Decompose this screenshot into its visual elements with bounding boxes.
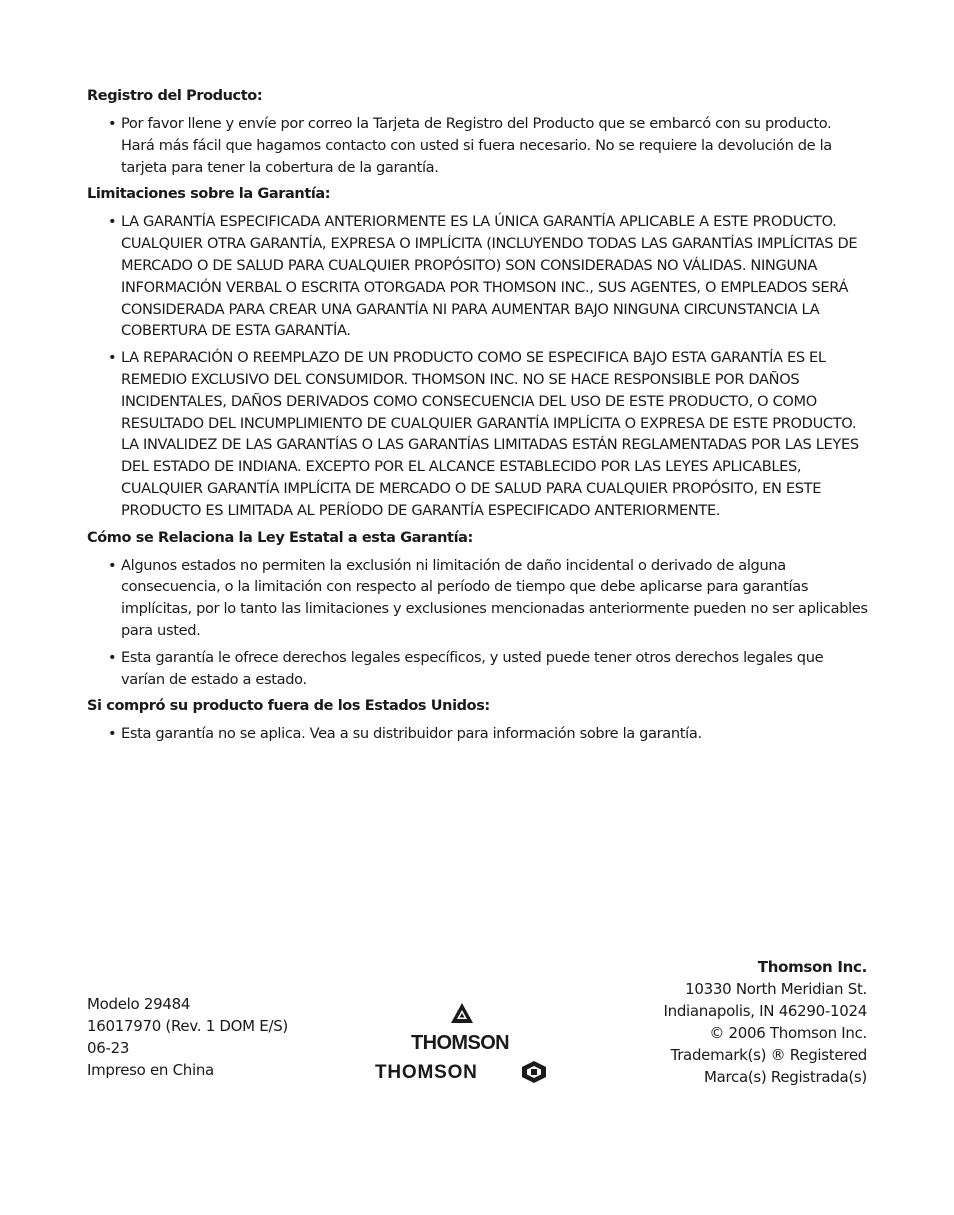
thomson-wordmark: THOMSON <box>410 1032 510 1054</box>
trademark-notice: Trademark(s) ® Registered <box>670 1046 867 1064</box>
bullet-item: • Algunos estados no permiten la exclusión ni limitación de daño incidental o derivado de alguna consecuencia, o la limitación con respecto al período de tiempo que debe aplicarse para garantías implícitas, por lo tanto las limitaciones y exclusiones mencionadas anteriormente pueden no ser aplicables para usted. <box>87 555 869 642</box>
section-heading: Cómo se Relaciona la Ley Estatal a esta Garantía: <box>87 529 473 546</box>
city-address: Indianapolis, IN 46290-1024 <box>663 1002 867 1020</box>
section-warranty-limitations <box>87 184 869 521</box>
thomson-triangle-logo-icon <box>450 1002 474 1026</box>
model-number: Modelo 29484 <box>87 995 191 1013</box>
date-code: 06-23 <box>87 1039 130 1057</box>
company-address <box>663 956 867 1088</box>
thomson-wordmark-2: THOMSON <box>375 1062 478 1083</box>
section-product-registration <box>87 86 869 178</box>
printed-in: Impreso en China <box>87 1061 214 1079</box>
warranty-content <box>87 86 869 751</box>
model-info <box>87 993 288 1081</box>
section-outside-us <box>87 696 869 745</box>
company-name: Thomson Inc. <box>757 958 867 976</box>
marca-notice: Marca(s) Registrada(s) <box>703 1068 867 1086</box>
bullet-list <box>87 211 869 521</box>
bullet-item: • Esta garantía no se aplica. Vea a su distribuidor para información sobre la garantía. <box>87 723 869 745</box>
section-heading: Registro del Producto: <box>87 88 263 104</box>
thomson-logo <box>374 1002 550 1086</box>
section-state-law <box>87 528 869 691</box>
section-heading: Limitaciones sobre la Garantía: <box>87 186 331 203</box>
bullet-item: • Por favor llene y envíe por correo la Tarjeta de Registro del Producto que se embarcó con su producto. Hará más fácil que hagamos contacto con usted si fuera necesario. No se requiere la devolución de la tarjeta para tener la cobertura de la garantía. <box>87 113 869 178</box>
thomson-cube-logo-icon <box>520 1060 548 1084</box>
part-number: 16017970 (Rev. 1 DOM E/S) <box>87 1017 288 1035</box>
street-address: 10330 North Meridian St. <box>685 980 867 998</box>
bullet-item: • LA GARANTÍA ESPECIFICADA ANTERIORMENTE ES LA ÚNICA GARANTÍA APLICABLE A ESTE PRODUCTO. CUALQUIER OTRA GARANTÍA, EXPRESA O IMPLÍCITA (INCLUYENDO TODAS LAS GARANTÍAS IMPLÍCITAS DE MERCADO O DE SALUD PARA CUALQUIER PROPÓSITO) SON CONSIDERADAS NO VÁLIDAS. NINGUNA INFORMACIÓN VERBAL O ESCRITA OTORGADA POR THOMSON INC., SUS AGENTES, O EMPLEADOS SERÁ CONSIDERADA PARA CREAR UNA GARANTÍA NI PARA AUMENTAR BAJO NINGUNA CIRCUNSTANCIA LA COBERTURA DE ESTA GARANTÍA. <box>87 211 869 342</box>
bullet-item: • Esta garantía le ofrece derechos legales específicos, y usted puede tener otros derechos legales que varían de estado a estado. <box>87 647 869 691</box>
bullet-item: • LA REPARACIÓN O REEMPLAZO DE UN PRODUCTO COMO SE ESPECIFICA BAJO ESTA GARANTÍA ES EL REMEDIO EXCLUSIVO DEL CONSUMIDOR. THOMSON INC. NO SE HACE RESPONSIBLE POR DAÑOS INCIDENTALES, DAÑOS DERIVADOS COMO CONSECUENCIA DEL USO DE ESTE PRODUCTO, O COMO RESULTADO DEL INCUMPLIMIENTO DE CUALQUIER GARANTÍA IMPLÍCITA O EXPRESA DE ESTE PRODUCTO. LA INVALIDEZ DE LAS GARANTÍAS O LAS GARANTÍAS LIMITADAS ESTÁN REGLAMENTADAS POR LAS LEYES DEL ESTADO DE INDIANA. EXCEPTO POR EL ALCANCE ESTABLECIDO POR LAS LEYES APLICABLES, CUALQUIER GARANTÍA IMPLÍCITA DE MERCADO O DE SALUD PARA CUALQUIER PROPÓSITO, EN ESTE PRODUCTO ES LIMITADA AL PERÍODO DE GARANTÍA ESPECIFICADO ANTERIORMENTE. <box>87 347 869 521</box>
bullet-list <box>87 723 869 745</box>
bullet-list <box>87 113 869 178</box>
bullet-list <box>87 555 869 691</box>
copyright: © 2006 Thomson Inc. <box>709 1024 867 1042</box>
section-heading: Si compró su producto fuera de los Estados Unidos: <box>87 698 490 715</box>
